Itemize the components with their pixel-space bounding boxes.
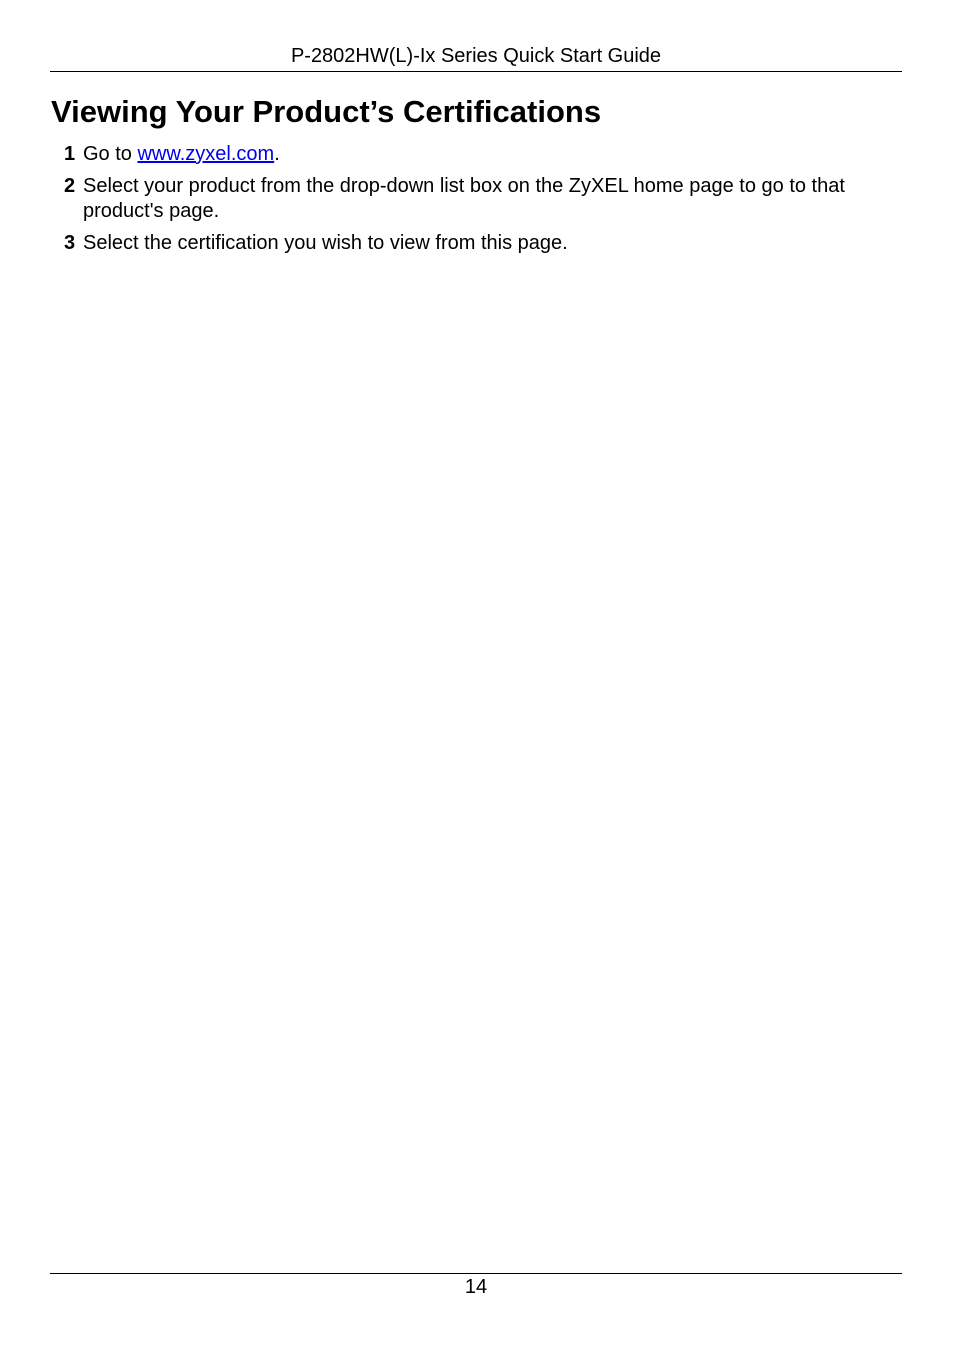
step-text-punctuation: . bbox=[274, 143, 280, 165]
page-number: 14 bbox=[464, 1276, 488, 1298]
step-number: 2 bbox=[64, 175, 76, 197]
step-number: 1 bbox=[64, 143, 76, 165]
step-item bbox=[64, 231, 902, 256]
steps-list bbox=[64, 142, 902, 263]
page-title: Viewing Your Product’s Certifications bbox=[51, 94, 602, 129]
step-item bbox=[64, 142, 902, 167]
step-number: 3 bbox=[64, 232, 76, 254]
step-text: Go to bbox=[83, 143, 138, 165]
footer-rule bbox=[50, 1273, 902, 1274]
step-text: Select your product from the drop-down list box on the ZyXEL home page to go to that product's page. bbox=[83, 175, 845, 222]
header-rule bbox=[50, 71, 902, 72]
step-item bbox=[64, 174, 902, 224]
running-header: P-2802HW(L)-Ix Series Quick Start Guide bbox=[290, 45, 662, 67]
zyxel-website-link[interactable]: www.zyxel.com bbox=[137, 143, 275, 165]
step-text: Select the certification you wish to view from this page. bbox=[83, 232, 568, 254]
